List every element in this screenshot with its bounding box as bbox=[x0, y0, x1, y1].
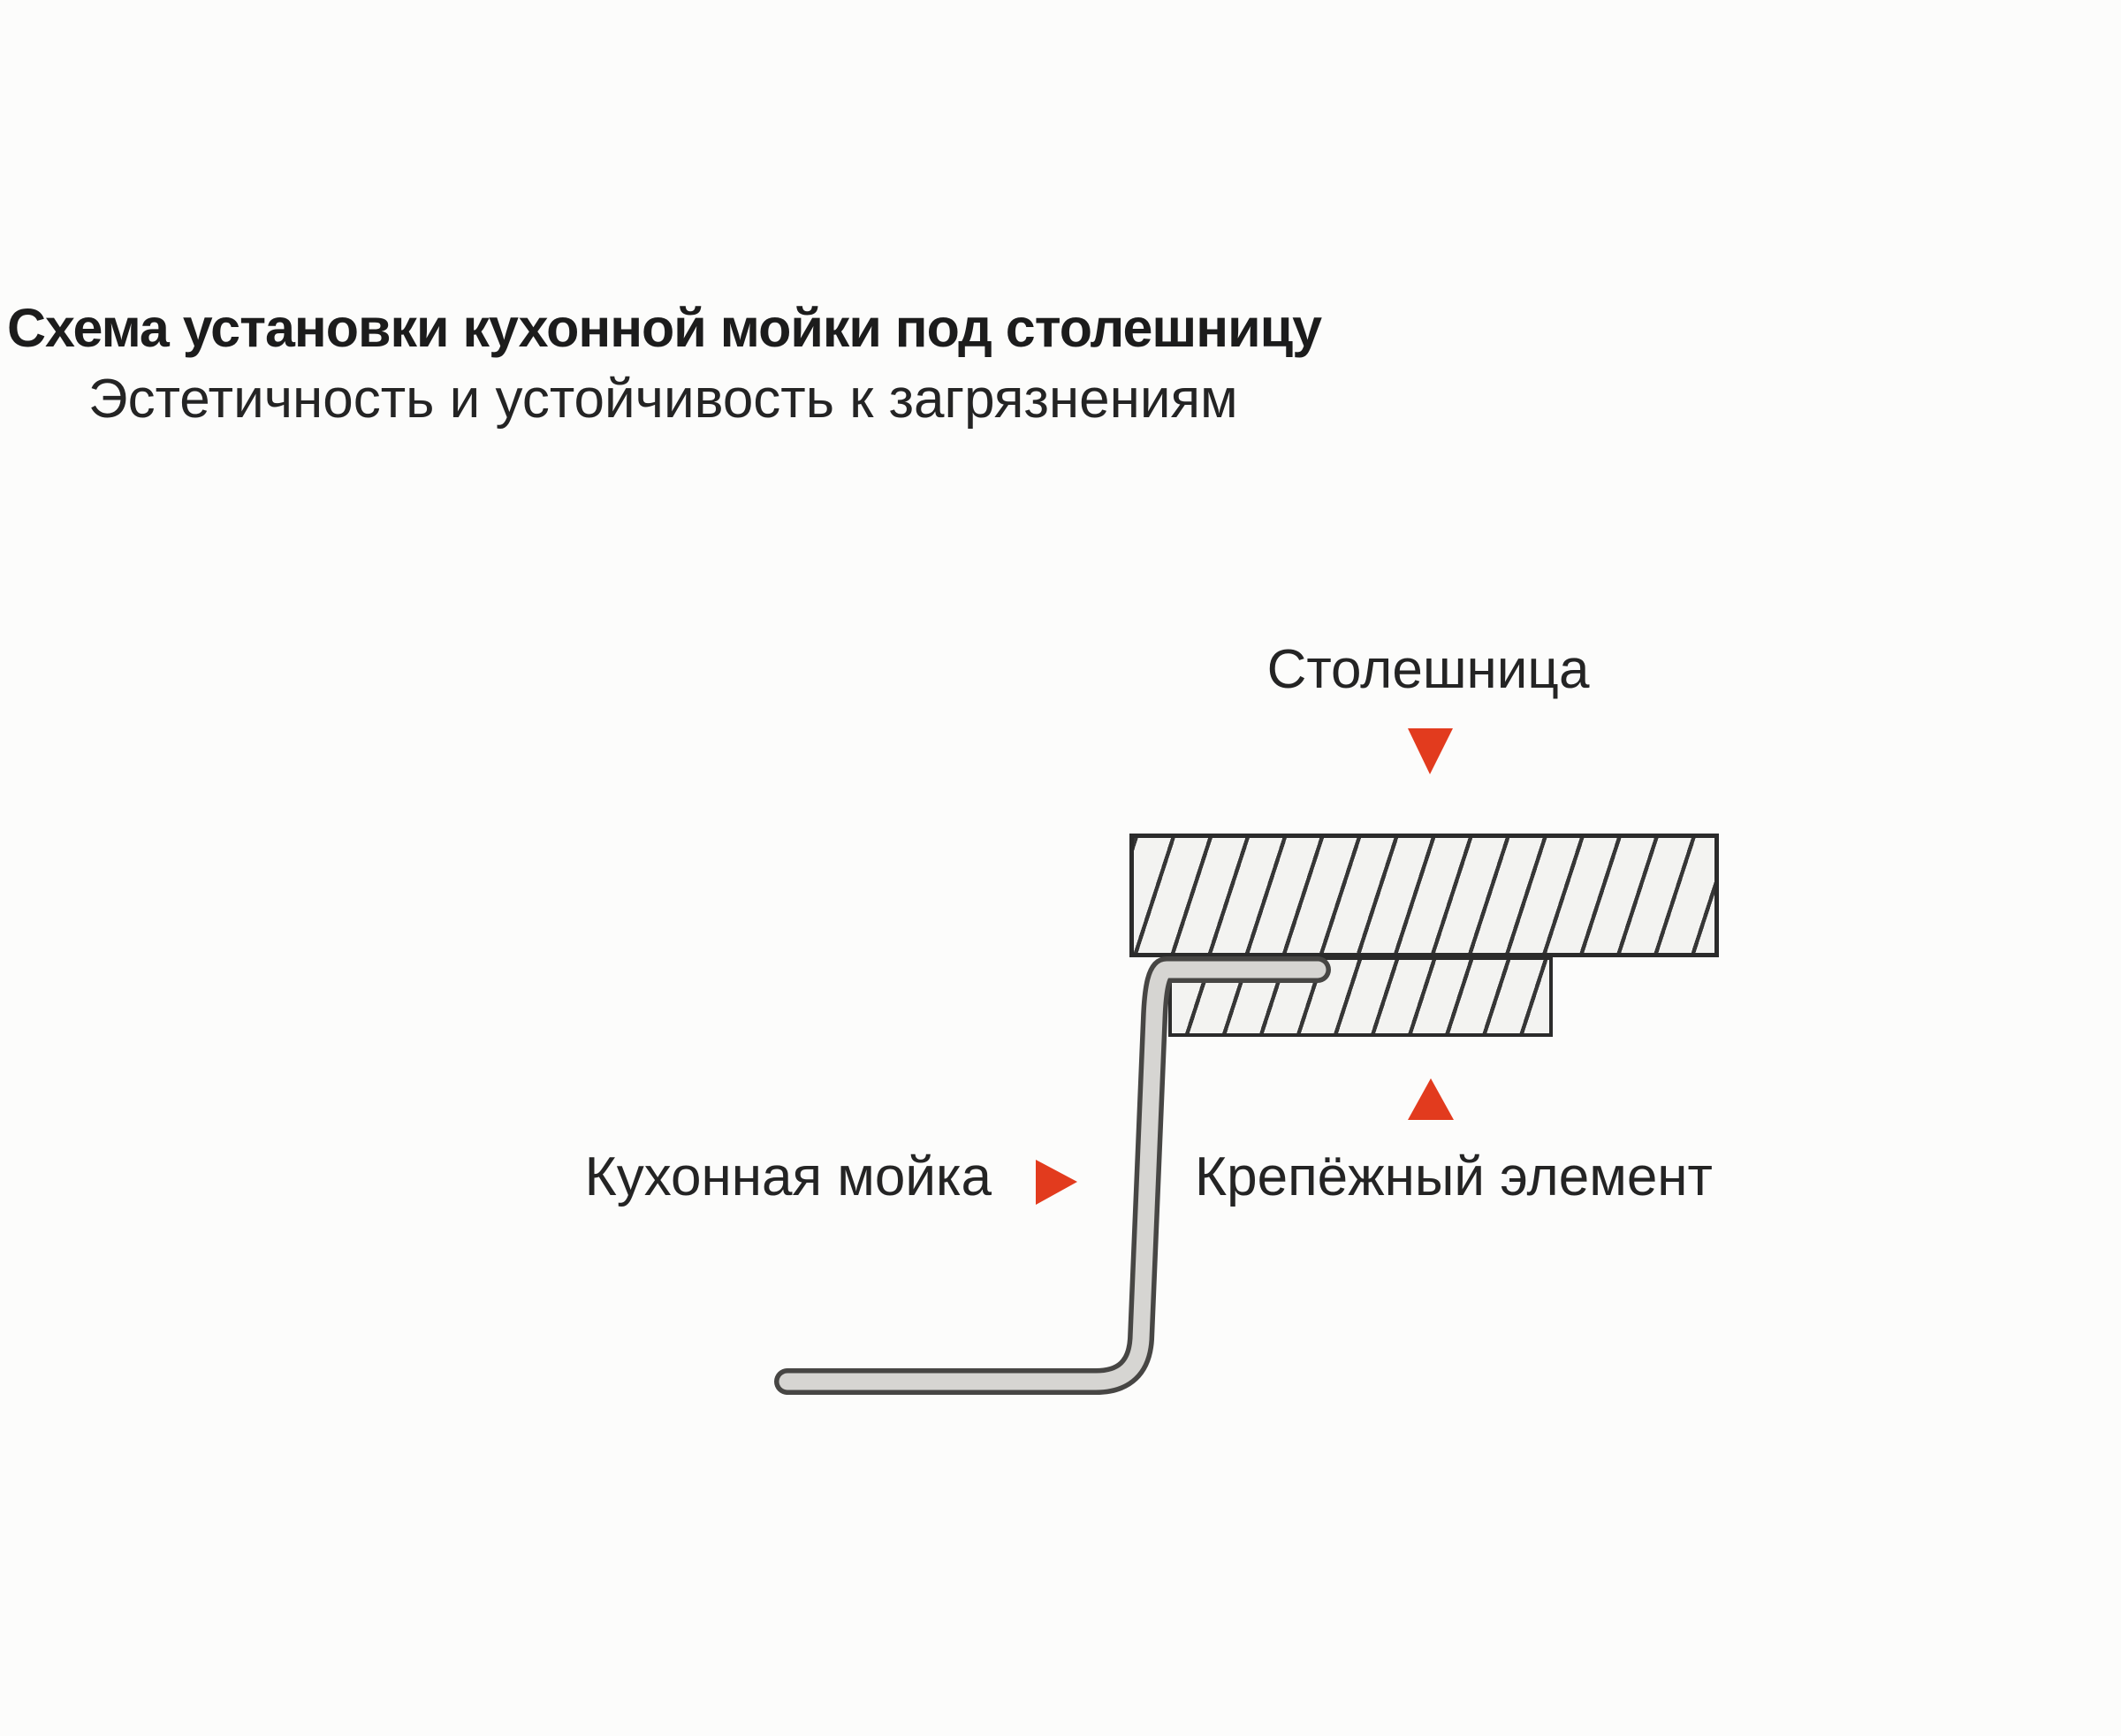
arrow-down-icon bbox=[1408, 728, 1453, 774]
countertop-label: Столешница bbox=[1266, 639, 1590, 700]
arrow-right-icon bbox=[1036, 1160, 1077, 1205]
sink-label: Кухонная мойка bbox=[584, 1146, 992, 1207]
page-subtitle: Эстетичность и устойчивость к загрязнениям bbox=[88, 369, 1238, 430]
page-title: Схема установки кухонной мойки под столешницу bbox=[7, 298, 1321, 358]
fastener-label: Крепёжный элемент bbox=[1195, 1146, 1713, 1207]
arrow-up-icon bbox=[1408, 1078, 1454, 1120]
